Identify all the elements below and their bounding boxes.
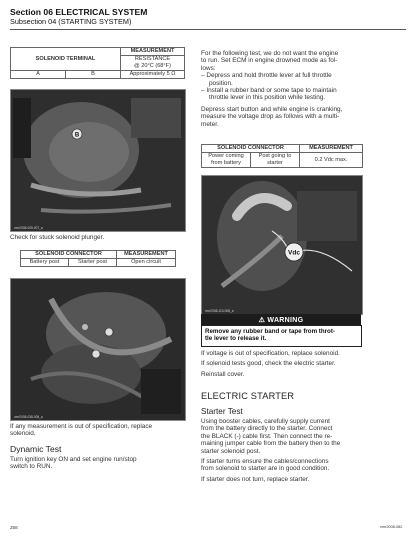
- text-line: throttle lever in this position while testing.: [209, 94, 326, 102]
- solenoid-connector-photo: [10, 278, 186, 421]
- solenoid-terminal-photo: [10, 89, 186, 232]
- photo-illustration: [11, 90, 185, 231]
- th-solenoid-connector: SOLENOID CONNECTOR: [21, 251, 117, 259]
- th-solenoid-connector: SOLENOID CONNECTOR: [202, 145, 300, 153]
- table-terminal: [10, 47, 185, 79]
- callout-b: B: [74, 132, 80, 139]
- text-line: starter solenoid post.: [201, 447, 261, 455]
- spec-paragraph: [10, 423, 152, 438]
- table-voltage-drop: [201, 144, 363, 168]
- th-measurement: MEASUREMENT: [300, 145, 363, 153]
- text-line: the BLACK (-) cable first. Then connect the re-: [201, 432, 333, 440]
- table-cell: A: [11, 71, 66, 79]
- callout-vdc: Vdc: [288, 249, 300, 257]
- bullet-item: – Depress and hold throttle lever at full throttle: [201, 72, 332, 80]
- image-reference: vmr2008-009-007_a: [14, 226, 43, 230]
- section-title: Section 06 ELECTRICAL SYSTEM: [10, 7, 148, 17]
- text-line: Depress start button and while engine is cranking,: [201, 105, 343, 113]
- engine-drowned-paragraph: [201, 50, 407, 128]
- heading-dynamic-test: Dynamic Test: [10, 444, 62, 454]
- table-cell: B: [66, 71, 121, 79]
- table-connector: [20, 250, 176, 267]
- cell-line: from battery: [211, 160, 241, 166]
- text-line: Turn ignition key ON and set engine run/stop: [10, 456, 137, 463]
- text-line: For the following test, we do not want the engine: [201, 50, 339, 57]
- heading-starter-test: Starter Test: [201, 407, 243, 416]
- cell-line: Post going to: [258, 153, 292, 159]
- caption-plunger: Check for stuck solenoid plunger.: [10, 234, 105, 241]
- cell-line: Power coming: [208, 153, 244, 159]
- text-line: lows:: [201, 64, 216, 72]
- dynamic-test-paragraph: [10, 456, 137, 471]
- bullet-item: – Install a rubber band or some tape to maintain: [201, 87, 337, 95]
- text-line: measure the voltage drop as follows with a multi-: [201, 113, 340, 121]
- text-line: Using booster cables, carefully supply current: [201, 418, 330, 425]
- image-reference: vmr2008-038-008_a: [14, 415, 43, 419]
- text-line: switch to RUN.: [10, 463, 53, 471]
- th-resistance: RESISTANCE: [121, 56, 185, 64]
- text-line: If voltage is out of specification, replace solenoid.: [201, 350, 340, 357]
- warning-banner: [201, 314, 361, 325]
- text-line: to run. Set ECM in engine drowned mode as fol-: [201, 57, 338, 65]
- document-code: vmr2008-082: [380, 525, 403, 529]
- text-line: meter.: [201, 120, 219, 128]
- warning-text: [205, 328, 335, 343]
- voltage-result-paragraph: [201, 350, 407, 378]
- photo-illustration: [11, 279, 185, 420]
- text-line: tle lever to release it.: [205, 335, 267, 343]
- starter-test-paragraph: [201, 418, 407, 483]
- text-line: from solenoid to starter are in good condition.: [201, 465, 330, 473]
- text-line: If starter does not turn, replace starter.: [201, 475, 310, 483]
- table-cell: Starter post: [69, 259, 117, 267]
- header-divider: [10, 29, 406, 30]
- text-line: solenoid.: [10, 430, 36, 438]
- page-number: 258: [10, 525, 18, 530]
- heading-electric-starter: ELECTRIC STARTER: [201, 391, 295, 401]
- warning-box: [201, 325, 362, 347]
- text-line: from the battery directly to the starter. Connect: [201, 425, 333, 433]
- cell-line: starter: [267, 160, 283, 166]
- table-cell: 0.2 Vdc max.: [300, 153, 363, 168]
- subsection-title: Subsection 04 (STARTING SYSTEM): [10, 17, 132, 26]
- text-line: position.: [209, 79, 233, 87]
- text-line: If any measurement is out of specification, replace: [10, 423, 153, 430]
- text-line: If solenoid tests good, check the electric starter.: [201, 360, 336, 368]
- table-cell: Approximately 5 Ω: [121, 71, 185, 79]
- th-measurement: MEASUREMENT: [121, 48, 185, 56]
- text-line: maining jumper cable from the battery then to the: [201, 440, 341, 448]
- text-line: If starter turns ensure the cables/connections: [201, 458, 329, 466]
- image-reference: vmr2008-113-008_a: [205, 309, 234, 313]
- text-line: Reinstall cover.: [201, 370, 245, 378]
- table-cell: [251, 153, 300, 168]
- th-solenoid-terminal: SOLENOID TERMINAL: [11, 48, 121, 71]
- th-temperature: @ 20°C (68°F): [121, 63, 185, 71]
- table-cell: Battery post: [21, 259, 69, 267]
- text-line: Remove any rubber band or tape from throt-: [205, 328, 335, 335]
- photo-illustration: [202, 176, 362, 314]
- warning-title: ⚠ WARNING: [258, 317, 304, 324]
- th-measurement: MEASUREMENT: [117, 251, 176, 259]
- table-cell: [202, 153, 251, 168]
- voltage-drop-photo: [201, 175, 363, 315]
- table-cell: Open circuit: [117, 259, 176, 267]
